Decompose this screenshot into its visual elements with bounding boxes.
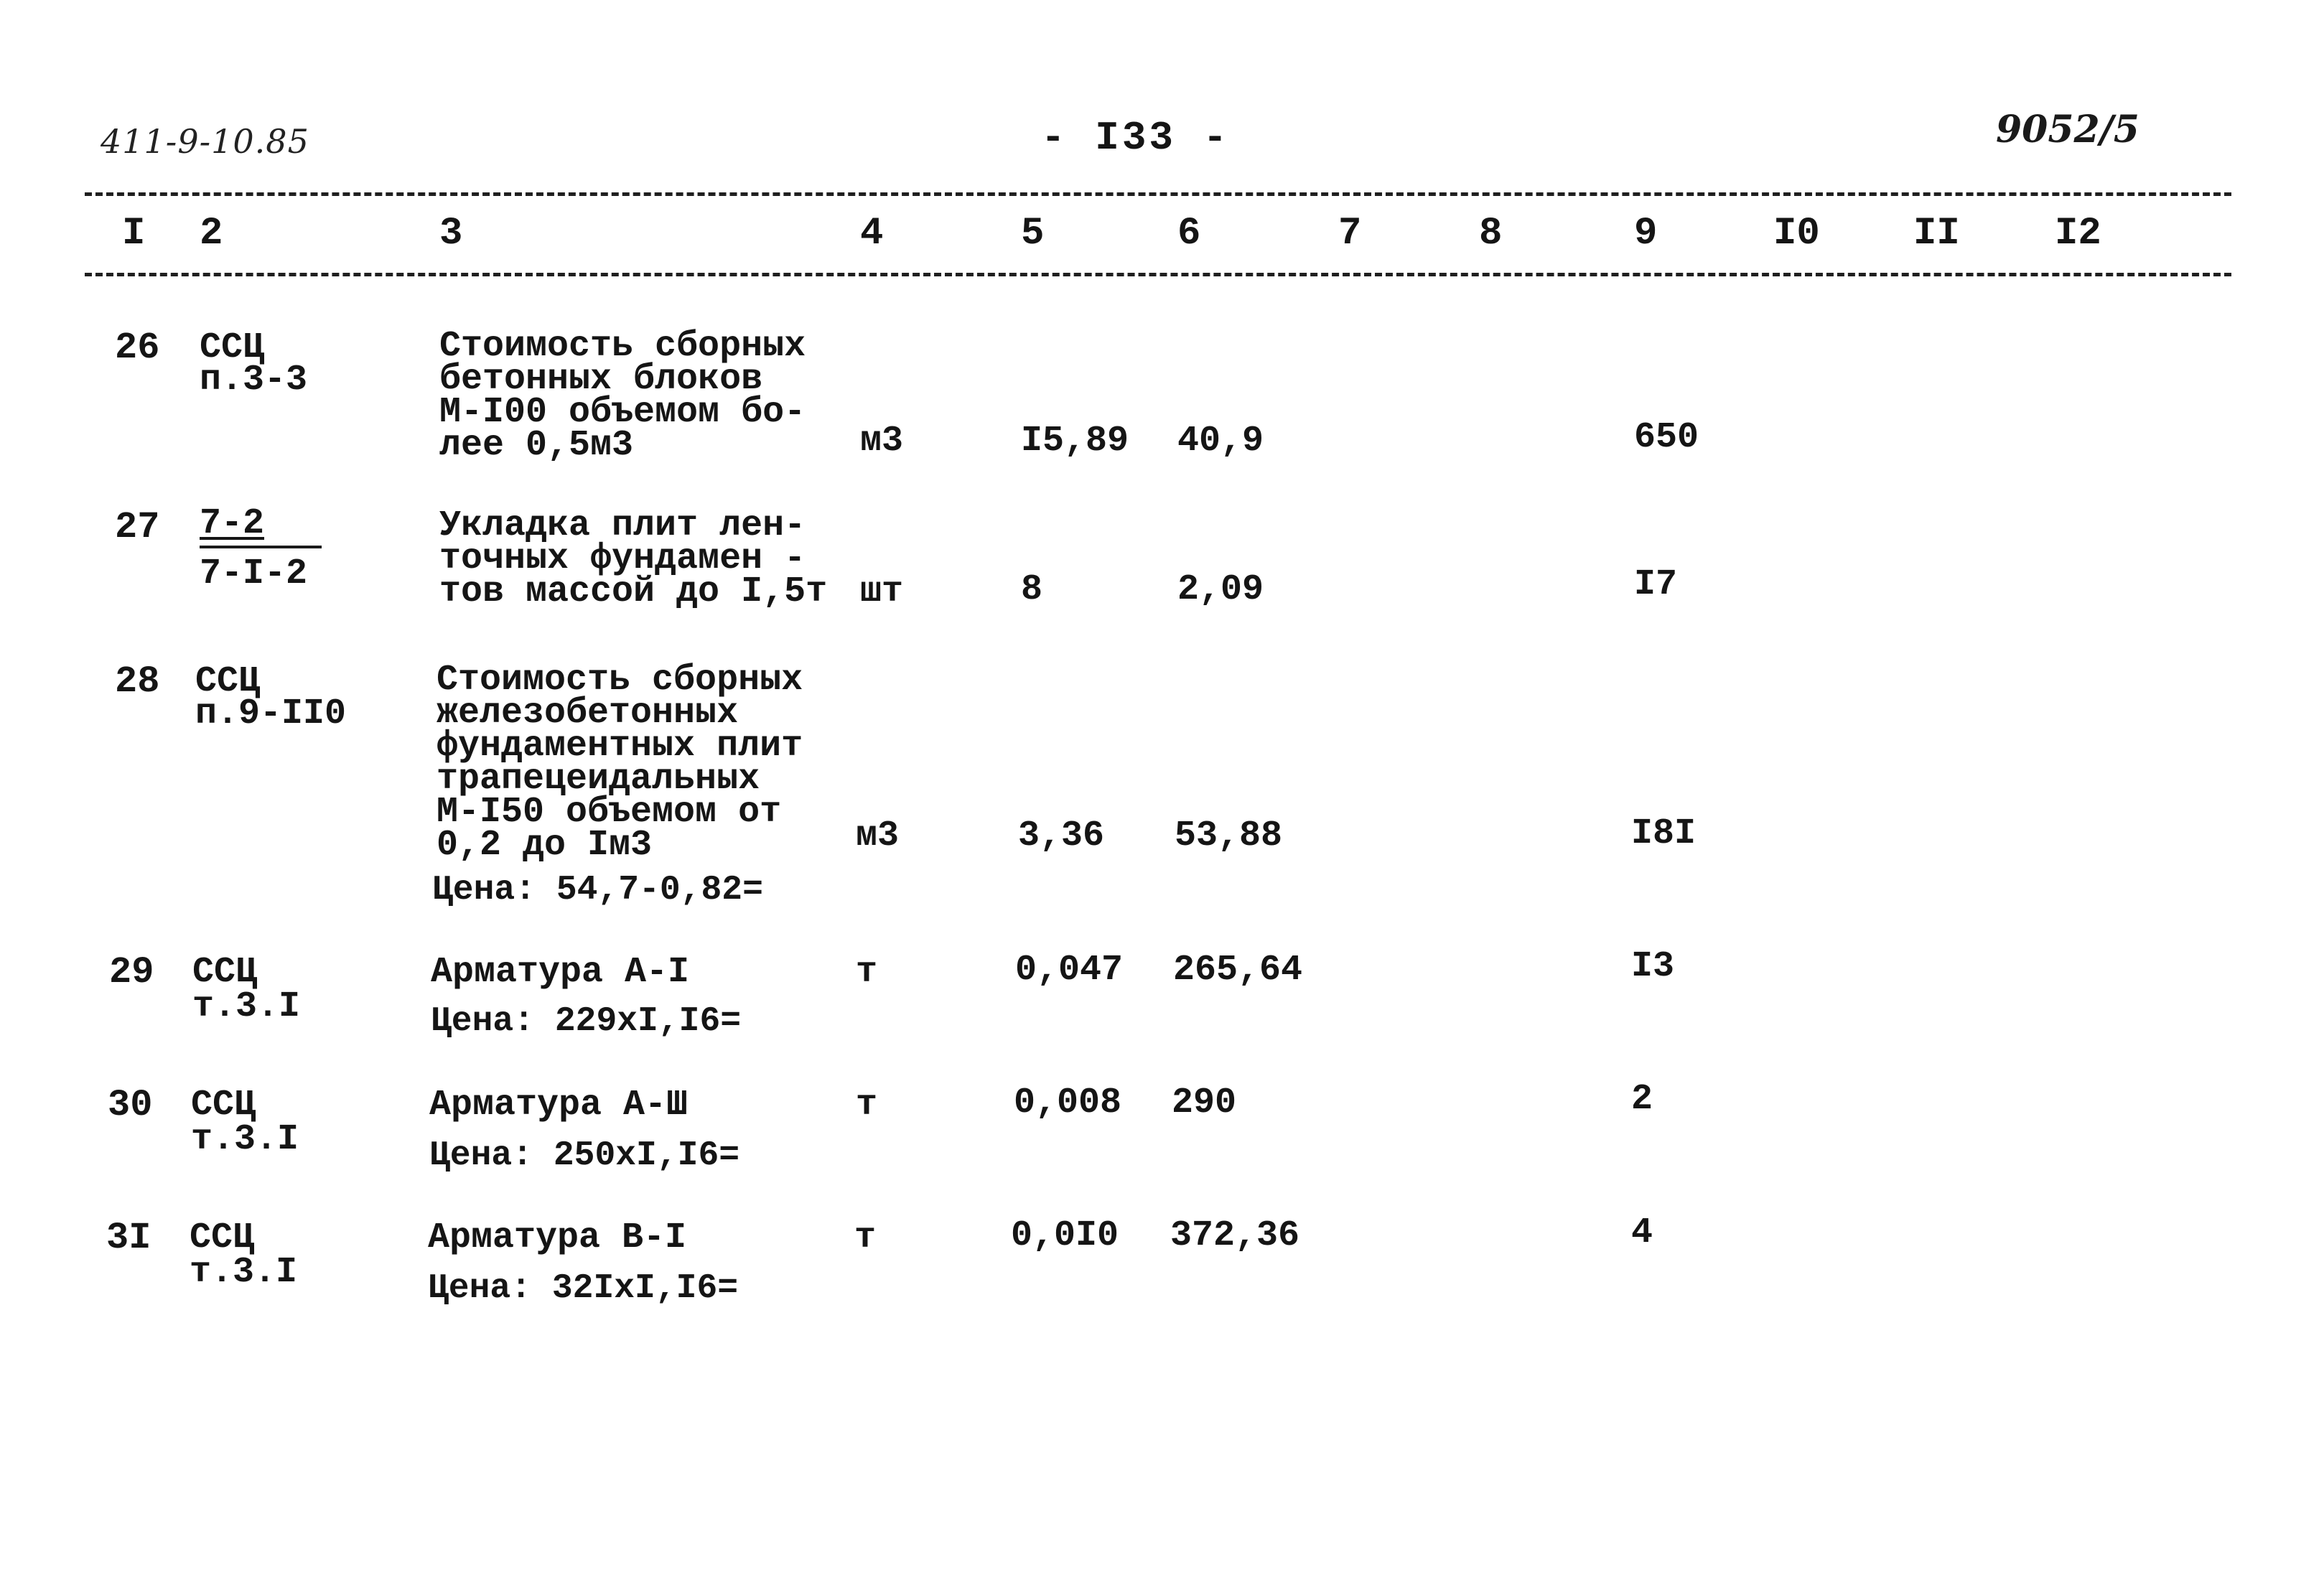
row-rate: 53,88: [1175, 815, 1283, 856]
row-price-formula: Цена: 250хI,I6=: [429, 1136, 740, 1175]
row-code-top: ССЦ: [192, 952, 258, 993]
row-unit: т: [856, 1085, 878, 1126]
column-header-4: 4: [860, 212, 884, 256]
row-code-top: ССЦ: [195, 661, 261, 702]
row-code-bottom: п.9-II0: [195, 693, 347, 734]
column-header-9: 9: [1634, 212, 1658, 256]
document-code: 411-9-10.85: [101, 122, 309, 161]
row-code-top: ССЦ: [200, 327, 265, 368]
row-code-bottom: 7-I-2: [200, 553, 308, 594]
row-price-formula: Цена: 32IхI,I6=: [428, 1269, 739, 1308]
sheet-code: 9052/5: [1996, 108, 2139, 151]
row-code-top: ССЦ: [190, 1217, 255, 1258]
row-number: 27: [115, 506, 160, 548]
description-line: Арматура А-I: [431, 952, 690, 993]
row-number: 3I: [106, 1217, 151, 1259]
row-total: 4: [1631, 1212, 1653, 1253]
row-description: [431, 952, 690, 993]
description-line: точных фундамен -: [439, 538, 806, 579]
page-number: - I33 -: [1041, 115, 1231, 161]
column-header-12: I2: [2055, 212, 2101, 256]
row-code-top: 7-2: [200, 503, 265, 544]
row-description: [428, 1217, 687, 1258]
row-code-bottom: т.3.I: [191, 1119, 299, 1160]
row-unit: т: [854, 1217, 877, 1258]
row-total: 650: [1634, 417, 1699, 458]
row-number: 30: [108, 1084, 153, 1126]
row-code-bottom: т.3.I: [192, 986, 301, 1027]
row-total: 2: [1631, 1079, 1653, 1120]
description-line: Стоимость сборных: [439, 326, 806, 367]
description-line: М-I00 объемом бо-: [439, 392, 806, 433]
description-line: Укладка плит лен-: [439, 505, 806, 546]
description-line: Стоимость сборных: [437, 660, 803, 701]
row-number: 26: [115, 327, 160, 369]
row-rate: 40,9: [1177, 421, 1264, 462]
description-line: фундаментных плит: [437, 726, 803, 767]
column-header-8: 8: [1479, 212, 1503, 256]
code-fraction-line: [200, 546, 322, 548]
row-code-bottom: т.3.I: [190, 1252, 298, 1293]
column-header-11: II: [1913, 212, 1960, 256]
column-header-6: 6: [1177, 212, 1201, 256]
row-quantity: 8: [1021, 569, 1043, 610]
description-line: бетонных блоков: [439, 359, 763, 400]
row-description: [439, 326, 806, 466]
row-quantity: 0,047: [1015, 950, 1124, 991]
row-price-formula: Цена: 54,7-0,82=: [432, 871, 763, 910]
row-rate: 290: [1172, 1083, 1237, 1123]
row-number: 28: [115, 660, 160, 703]
row-price-formula: Цена: 229хI,I6=: [431, 1002, 742, 1041]
row-rate: 265,64: [1173, 950, 1303, 991]
description-line: лее 0,5м3: [439, 425, 634, 466]
description-line: железобетонных: [437, 693, 739, 734]
row-description: [429, 1085, 689, 1126]
row-unit: м3: [860, 421, 904, 462]
row-number: 29: [109, 951, 154, 993]
description-line: Арматура А-Ш: [429, 1085, 689, 1126]
column-header-3: 3: [439, 212, 463, 256]
row-total: I3: [1631, 946, 1675, 987]
header-bottom-rule: [85, 273, 2231, 276]
column-header-5: 5: [1021, 212, 1045, 256]
row-rate: 372,36: [1170, 1215, 1300, 1256]
row-quantity: 0,008: [1014, 1083, 1122, 1123]
row-total: I8I: [1631, 813, 1697, 854]
description-line: 0,2 до Iм3: [437, 825, 653, 866]
row-quantity: 3,36: [1018, 815, 1105, 856]
description-line: Арматура В-I: [428, 1217, 687, 1258]
row-description: [439, 505, 828, 612]
description-line: М-I50 объемом от: [437, 792, 782, 833]
description-line: трапецеидальных: [437, 759, 760, 800]
row-rate: 2,09: [1177, 569, 1264, 610]
column-header-7: 7: [1338, 212, 1362, 256]
row-code-bottom: п.3-3: [200, 360, 308, 401]
description-line: тов массой до I,5т: [439, 571, 828, 612]
header-top-rule: [85, 192, 2231, 196]
column-header-2: 2: [200, 212, 223, 256]
row-unit: шт: [860, 571, 904, 612]
row-code-top: ССЦ: [191, 1085, 256, 1126]
row-quantity: 0,0I0: [1011, 1215, 1119, 1256]
row-unit: м3: [856, 815, 900, 856]
column-header-1: I: [122, 212, 146, 256]
column-header-10: I0: [1773, 212, 1820, 256]
row-description: [437, 660, 803, 866]
row-quantity: I5,89: [1021, 421, 1129, 462]
row-unit: т: [856, 952, 878, 993]
row-total: I7: [1634, 564, 1678, 605]
